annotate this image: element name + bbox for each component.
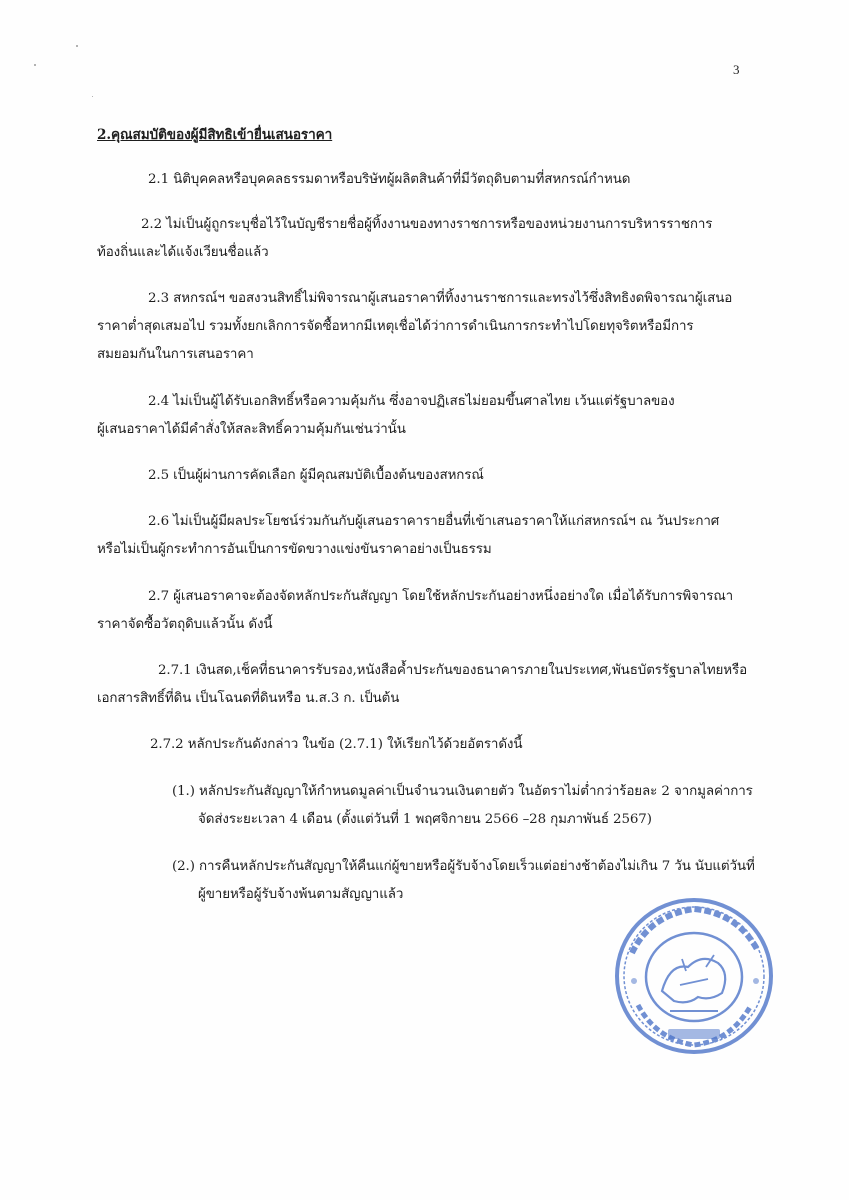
clause-2-1: 2.1 นิติบุคคลหรือบุคคลธรรมดาหรือบริษัทผู้ผลิตสินค้าที่มีวัตถุดิบตามที่สหกรณ์กำหนด (148, 172, 631, 187)
clause-2-7: 2.7 ผู้เสนอราคาจะต้องจัดหลักประกันสัญญา โดยใช้หลักประกันอย่างหนึ่งอย่างใด เมื่อได้รับการพิจารณา (148, 589, 734, 604)
clause-2-4: 2.4 ไม่เป็นผู้ได้รับเอกสิทธิ์หรือความคุ้มกัน ซึ่งอาจปฏิเสธไม่ยอมขึ้นศาลไทย เว้นแต่รัฐบาลของ (148, 394, 675, 409)
subclause-2: (2.) การคืนหลักประกันสัญญาให้คืนแก่ผู้ขายหรือผู้รับจ้างโดยเร็วแต่อย่างช้าต้องไม่เกิน 7 วัน นับแต่วันที่ (172, 859, 755, 874)
clause-2-2: 2.2 ไม่เป็นผู้ถูกระบุชื่อไว้ในบัญชีรายชื่อผู้ทิ้งงานของทางราชการหรือของหน่วยงานการบริหารราชการ (141, 217, 713, 232)
clause-2-6-cont: หรือไม่เป็นผู้กระทำการอันเป็นการขัดขวางแข่งขันราคาอย่างเป็นธรรม (97, 542, 492, 557)
clause-2-4-cont: ผู้เสนอราคาได้มีคำสั่งให้สละสิทธิ์ความคุ้มกันเช่นว่านั้น (97, 422, 406, 437)
clause-2-3-cont-1: ราคาต่ำสุดเสมอไป รวมทั้งยกเลิกการจัดซื้อหากมีเหตุเชื่อได้ว่าการดำเนินการกระทำไปโดยทุจริตหรือมีการ (97, 319, 694, 334)
clause-2-7-1: 2.7.1 เงินสด,เช็คที่ธนาคารรับรอง,หนังสือค้ำประกันของธนาคารภายในประเทศ,พันธบัตรรัฐบาลไทยหรือ (158, 663, 748, 678)
subclause-1: (1.) หลักประกันสัญญาให้กำหนดมูลค่าเป็นจำนวนเงินตายตัว ในอัตราไม่ต่ำกว่าร้อยละ 2 จากมูลค่าการ (172, 784, 753, 799)
clause-2-7-2: 2.7.2 หลักประกันดังกล่าว ในข้อ (2.7.1) ให้เรียกไว้ด้วยอัตราดังนี้ (150, 737, 523, 752)
clause-2-3-cont-2: สมยอมกันในการเสนอราคา (97, 347, 254, 362)
subclause-1-cont: จัดส่งระยะเวลา 4 เดือน (ตั้งแต่วันที่ 1 พฤศจิกายน 2566 –28 กุมภาพันธ์ 2567) (198, 812, 652, 827)
clause-2-2-cont: ท้องถิ่นและได้แจ้งเวียนชื่อแล้ว (97, 245, 269, 260)
section-heading: 2.คุณสมบัติของผู้มีสิทธิเข้ายื่นเสนอราคา (97, 127, 333, 143)
clause-2-5: 2.5 เป็นผู้ผ่านการคัดเลือก ผู้มีคุณสมบัติเบื้องต้นของสหกรณ์ (148, 468, 484, 483)
clause-2-7-1-cont: เอกสารสิทธิ์ที่ดิน เป็นโฉนดที่ดินหรือ น.ส.3 ก. เป็นต้น (97, 691, 400, 706)
page-number: 3 (733, 62, 740, 77)
official-seal-icon (610, 893, 780, 1063)
clause-2-7-cont: ราคาจัดซื้อวัตถุดิบแล้วนั้น ดังนี้ (97, 617, 273, 632)
subclause-2-cont: ผู้ขายหรือผู้รับจ้างพ้นตามสัญญาแล้ว (198, 887, 404, 902)
clause-2-3: 2.3 สหกรณ์ฯ ขอสงวนสิทธิ์ไม่พิจารณาผู้เสนอราคาที่ทิ้งงานราชการและทรงไว้ซึ่งสิทธิงดพิจารณาผู้เสนอ (148, 291, 733, 306)
clause-2-6: 2.6 ไม่เป็นผู้มีผลประโยชน์ร่วมกันกับผู้เสนอราคารายอื่นที่เข้าเสนอราคาให้แก่สหกรณ์ฯ ณ วันประกาศ (148, 514, 720, 529)
